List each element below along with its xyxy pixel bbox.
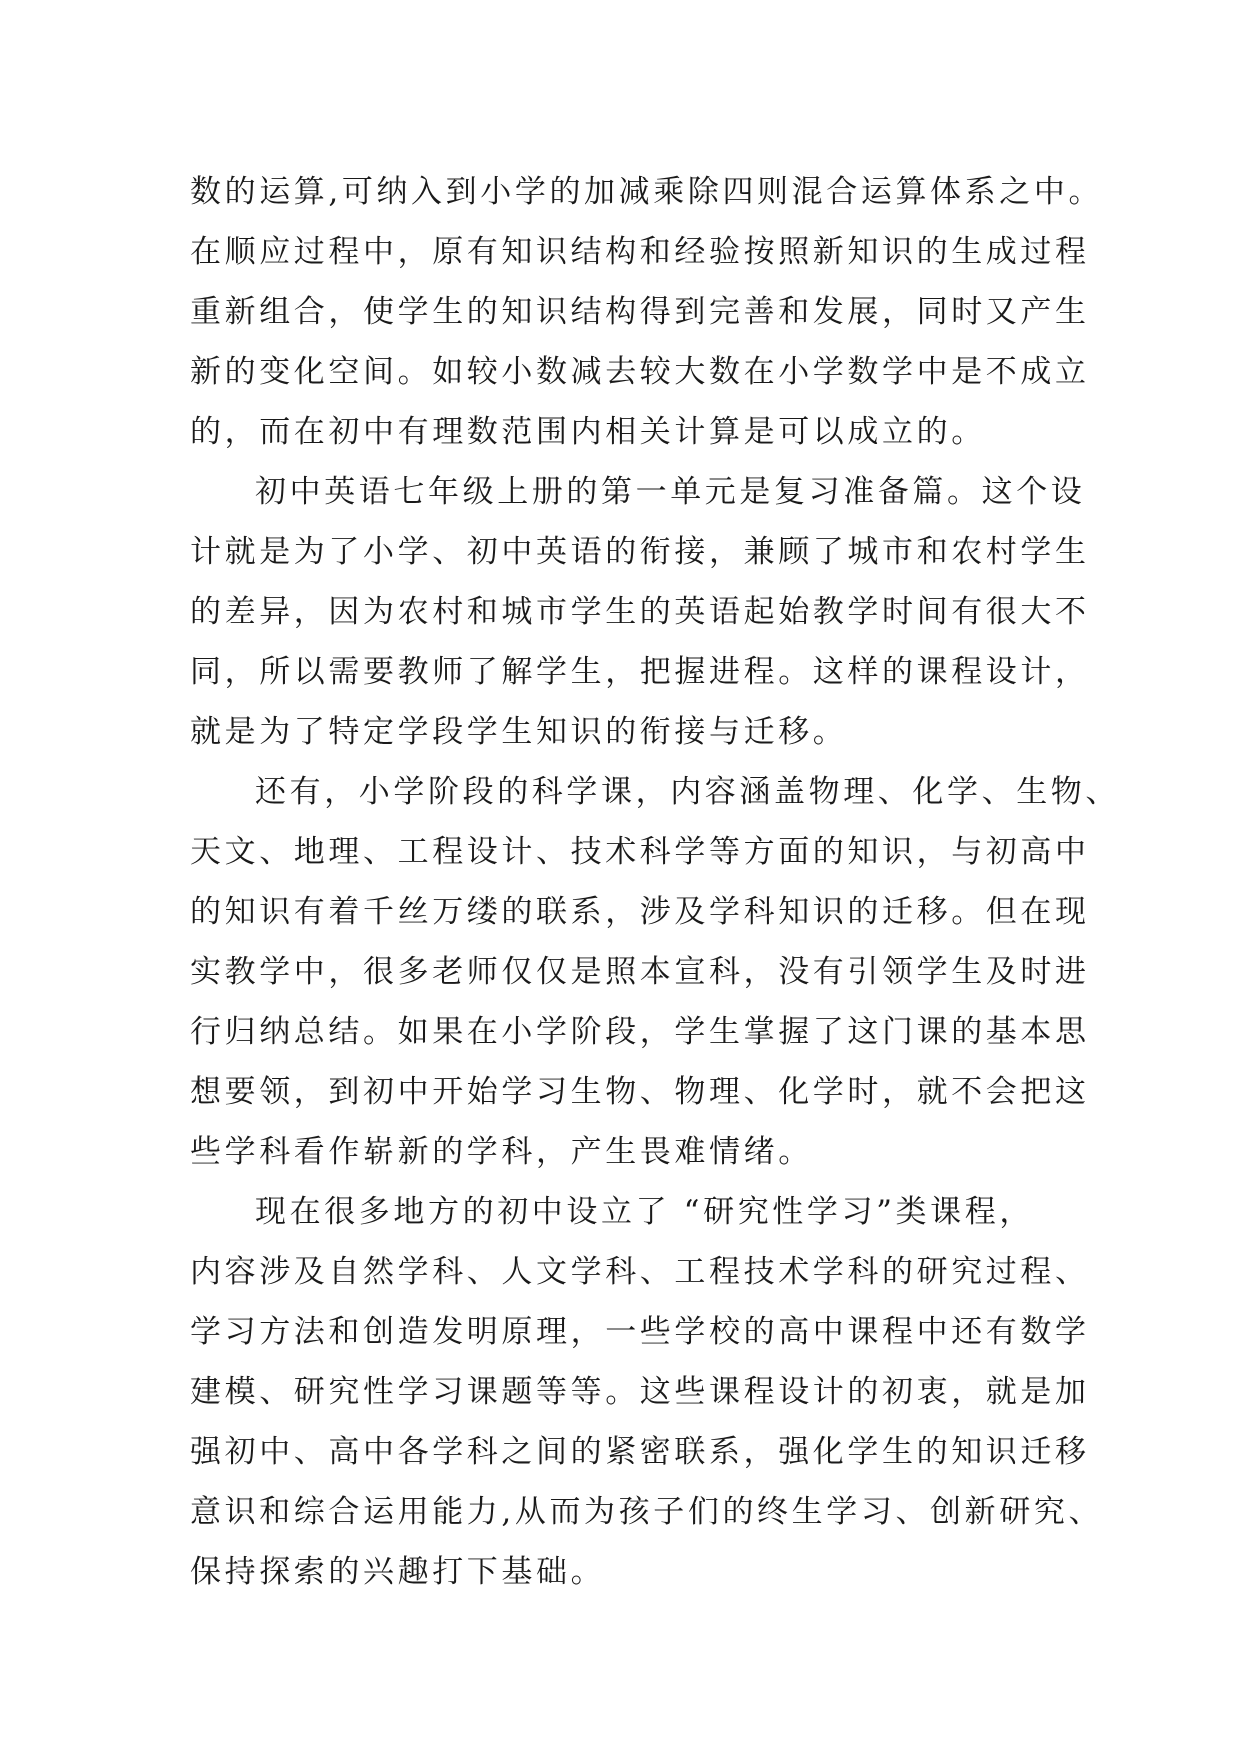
text-line: 天文、地理、工程设计、技术科学等方面的知识，与初高中	[190, 834, 1090, 870]
text-line: 实教学中，很多老师仅仅是照本宣科，没有引领学生及时进	[190, 954, 1090, 990]
text-line: 就是为了特定学段学生知识的衔接与迁移。	[190, 714, 848, 750]
text-line: 重新组合，使学生的知识结构得到完善和发展，同时又产生	[190, 294, 1090, 330]
paragraph-first-line: 还有，小学阶段的科学课，内容涵盖物理、化学、生物、	[255, 774, 1120, 810]
body-text	[190, 162, 1120, 1602]
text-line: 学习方法和创造发明原理，一些学校的高中课程中还有数学	[190, 1314, 1090, 1350]
text-line: 数的运算,可纳入到小学的加减乘除四则混合运算体系之中。	[190, 174, 1104, 210]
text-line: 想要领，到初中开始学习生物、物理、化学时，就不会把这	[190, 1074, 1090, 1110]
text-line: 的，而在初中有理数范围内相关计算是可以成立的。	[190, 414, 986, 450]
text-line: 建模、研究性学习课题等等。这些课程设计的初衷，就是加	[190, 1374, 1090, 1410]
text-line: 强初中、高中各学科之间的紧密联系，强化学生的知识迁移	[190, 1434, 1090, 1470]
text-line: 的知识有着千丝万缕的联系，涉及学科知识的迁移。但在现	[190, 894, 1090, 930]
paragraph-first-line: 初中英语七年级上册的第一单元是复习准备篇。这个设	[255, 474, 1086, 510]
text-line: 在顺应过程中，原有知识结构和经验按照新知识的生成过程	[190, 234, 1090, 270]
text-line: 内容涉及自然学科、人文学科、工程技术学科的研究过程、	[190, 1254, 1090, 1290]
text-line: 些学科看作崭新的学科，产生畏难情绪。	[190, 1134, 813, 1170]
paragraph-first-line: 现在很多地方的初中设立了 “研究性学习”类课程，	[255, 1194, 1034, 1230]
text-line: 的差异，因为农村和城市学生的英语起始教学时间有很大不	[190, 594, 1090, 630]
text-line: 保持探索的兴趣打下基础。	[190, 1554, 606, 1590]
text-line: 行归纳总结。如果在小学阶段，学生掌握了这门课的基本思	[190, 1014, 1090, 1050]
text-line: 计就是为了小学、初中英语的衔接，兼顾了城市和农村学生	[190, 534, 1090, 570]
text-line: 意识和综合运用能力,从而为孩子们的终生学习、创新研究、	[190, 1494, 1104, 1530]
text-line: 新的变化空间。如较小数减去较大数在小学数学中是不成立	[190, 354, 1090, 390]
text-line: 同，所以需要教师了解学生，把握进程。这样的课程设计，	[190, 654, 1090, 690]
